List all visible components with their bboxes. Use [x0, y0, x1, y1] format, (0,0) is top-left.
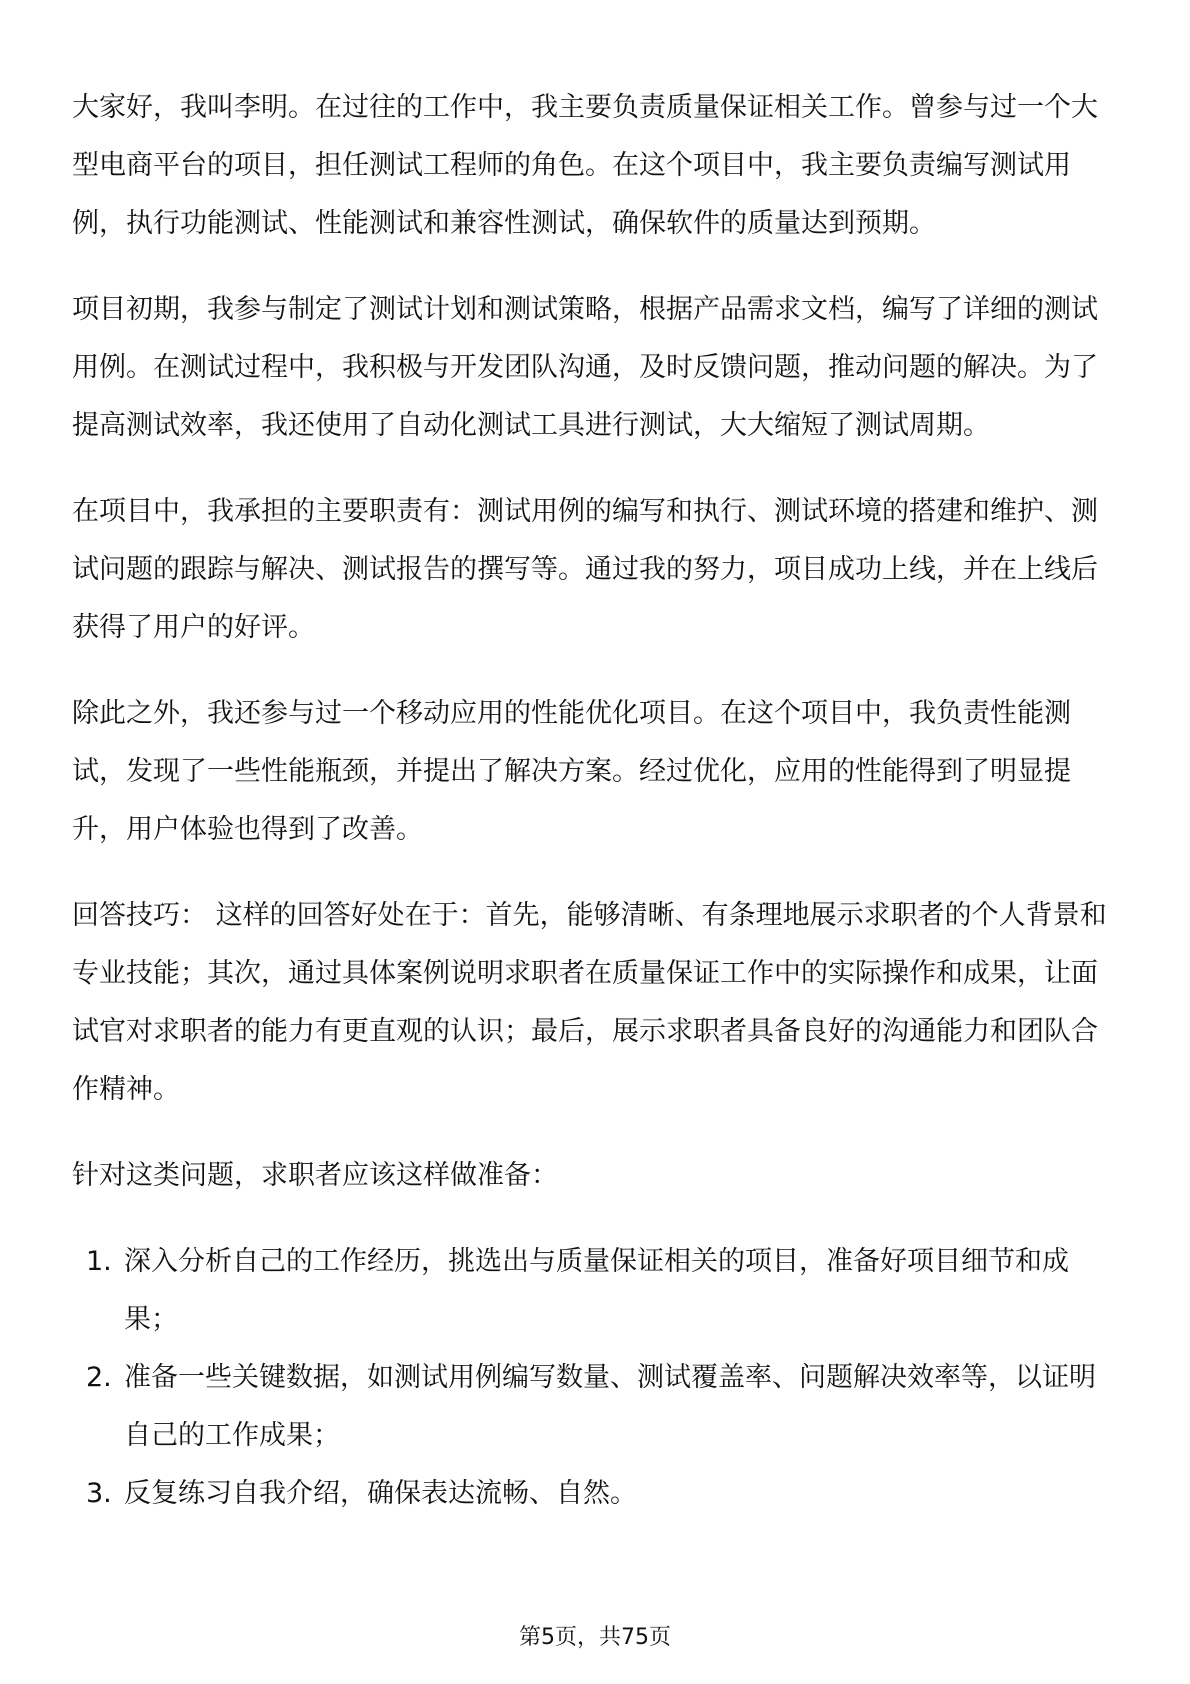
- paragraph-intro: 大家好，我叫李明。在过往的工作中，我主要负责质量保证相关工作。曾参与过一个大型电商平台的项目，担任测试工程师的角色。在这个项目中，我主要负责编写测试用例，执行功能测试、性能测试和兼容性测试，确保软件的质量达到预期。: [72, 92, 1098, 239]
- paragraph-preparation-intro: 针对这类问题，求职者应该这样做准备：: [72, 1160, 558, 1191]
- list-item: [72, 1349, 1118, 1465]
- page-footer: 第5页，共75页: [519, 1625, 671, 1650]
- list-item: [72, 1233, 1118, 1349]
- page-content: [72, 79, 1118, 1523]
- paragraph-project-start: 项目初期，我参与制定了测试计划和测试策略，根据产品需求文档，编写了详细的测试用例。在测试过程中，我积极与开发团队沟通，及时反馈问题，推动问题的解决。为了提高测试效率，我还使用了自动化测试工具进行测试，大大缩短了测试周期。: [72, 294, 1098, 441]
- paragraph-responsibilities: 在项目中，我承担的主要职责有：测试用例的编写和执行、测试环境的搭建和维护、测试问题的跟踪与解决、测试报告的撰写等。通过我的努力，项目成功上线，并在上线后获得了用户的好评。: [72, 496, 1098, 643]
- list-item-text: 准备一些关键数据，如测试用例编写数量、测试覆盖率、问题解决效率等，以证明自己的工作成果；: [124, 1362, 1096, 1451]
- preparation-list: [72, 1233, 1118, 1523]
- paragraph-answer-tips: 回答技巧： 这样的回答好处在于：首先，能够清晰、有条理地展示求职者的个人背景和专业技能；其次，通过具体案例说明求职者在质量保证工作中的实际操作和成果，让面试官对求职者的能力有更直观的认识；最后，展示求职者具备良好的沟通能力和团队合作精神。: [72, 900, 1107, 1105]
- paragraph-mobile-project: 除此之外，我还参与过一个移动应用的性能优化项目。在这个项目中，我负责性能测试，发现了一些性能瓶颈，并提出了解决方案。经过优化，应用的性能得到了明显提升，用户体验也得到了改善。: [72, 698, 1071, 845]
- list-number: 1.: [86, 1246, 112, 1277]
- list-number: 3.: [86, 1478, 112, 1509]
- list-item-text: 反复练习自我介绍，确保表达流畅、自然。: [124, 1478, 637, 1509]
- list-item: [72, 1465, 1118, 1523]
- list-item-text: 深入分析自己的工作经历，挑选出与质量保证相关的项目，准备好项目细节和成果；: [124, 1246, 1069, 1335]
- list-number: 2.: [86, 1362, 112, 1393]
